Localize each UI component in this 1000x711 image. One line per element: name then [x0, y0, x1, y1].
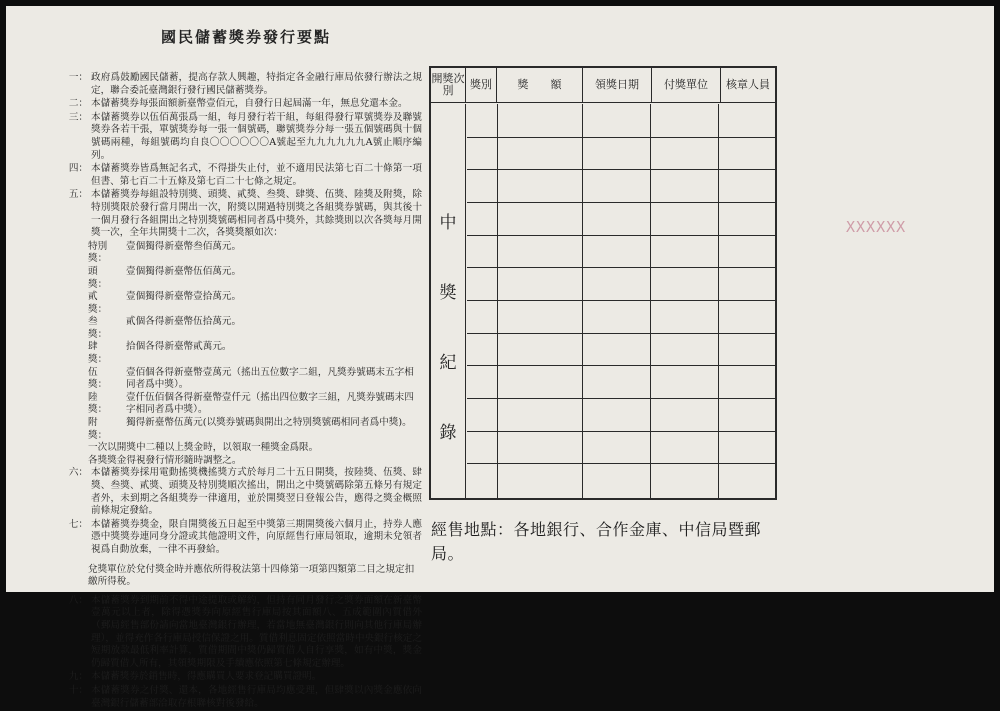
page-title: 國民儲蓄獎券發行要點 [161, 28, 332, 46]
record-grid [467, 104, 775, 498]
prize-label: 附 獎： [88, 417, 108, 441]
rule-item [64, 595, 422, 671]
prize-label: 貳 獎： [88, 291, 108, 315]
prize-text: 壹個獨得新臺幣叁佰萬元。 [126, 240, 242, 252]
rule-item [64, 519, 422, 557]
rule-number: 三： [68, 111, 88, 123]
prize-text: 壹佰個各得新臺幣壹萬元（搖出五位數字二組，凡獎券號碼末五字相同者爲中獎）。 [126, 366, 414, 391]
prize-label: 陸 獎： [88, 391, 108, 416]
prize-text: 貳個各得新臺幣伍拾萬元。 [126, 316, 242, 328]
prize-item [64, 417, 422, 442]
sales-label: 經售地點：各地銀行、合作金庫、中信局暨郵局。 [431, 520, 762, 563]
prize-label: 肆 獎： [88, 341, 108, 366]
rule-text: 本儲蓄獎券皆爲無記名式，不得掛失止付，並不適用民法第七百二十條第一項但書、第七百二十五條及第七百二十七條之規定。 [91, 163, 422, 187]
rule-text: 本儲蓄獎券到期前不得中途提取或解約，但持有同月發行之獎券面額在新臺幣壹萬元以上者，除得憑獎券向原經售行庫局按其面額八、五成範圍內質借外（郵局經售部份請向當地臺灣銀行辦理，若當地無臺灣銀行則向其他行庫局辦理），並得充作各行庫局授信保證之用。質借利息固定依照當時中央銀行核定之短期放款最低利率計算，質借期間中獎仍歸質借人自行享獎，如有中獎，獎金仍歸質借人所有，其領獎期限及手續應依照第七條規定辦理。 [91, 594, 422, 669]
sales-locations [431, 518, 771, 566]
grid-column-line [650, 104, 651, 498]
grid-row-line [467, 235, 775, 236]
rule-item [64, 112, 422, 162]
grid-column-line [497, 104, 498, 498]
prize-text: 壹仟伍佰個各得新臺幣壹仟元（搖出四位數字三組，凡獎券號碼末四字相同者爲中獎）。 [126, 391, 414, 416]
rule-number: 一： [68, 72, 88, 83]
rule-number: 九： [68, 671, 88, 683]
prize-item [64, 367, 422, 392]
prize-text: 壹個獨得新臺幣壹拾萬元。 [126, 291, 242, 303]
rule-number: 六： [68, 467, 88, 479]
header-paying-unit: 付獎單位 [652, 68, 721, 102]
prize-item [64, 341, 422, 366]
prize-item [64, 266, 422, 291]
header-claim-date: 領獎日期 [583, 68, 652, 102]
prize-note: 一次以開獎中二種以上獎金時，以領取一種獎金爲限。 [88, 442, 319, 454]
grid-row-line [467, 463, 775, 464]
watermark: XXXXXX [846, 218, 907, 236]
prize-item [64, 291, 422, 316]
prize-note: 各獎獎金得視發行情形隨時調整之。 [88, 454, 242, 466]
header-amount: 獎 額 [497, 68, 583, 102]
grid-row-line [467, 169, 775, 170]
prize-label: 伍 獎： [88, 366, 108, 391]
prize-label: 特別獎： [88, 240, 108, 265]
rule-text: 本儲蓄獎券獎金，限自開獎後五日起至中獎第三期開獎後六個月止，持券人應憑中獎獎券連同身分證或其他證明文件，向原經售行庫局領取，逾期未兌領者視爲自動放棄，一律不再發給。 [91, 518, 422, 555]
side-char: 獎 [439, 283, 457, 303]
rule-text: 本儲蓄獎券每組設特別獎、頭獎、貳獎、叁獎、肆獎、伍獎、陸獎及附獎，除特別獎限於發行當月開出一次，附獎以開過特別獎之各組獎券號碼，與其後十一個月發行各組開出之特別獎號碼相同者爲中獎外，其餘獎則以次各獎每月開獎一次，全年共開獎十二次，各獎獎額如次： [91, 189, 422, 239]
prize-label: 叁 獎： [88, 316, 108, 340]
rule-number: 十： [68, 684, 88, 696]
header-prize-type: 獎別 [466, 68, 497, 102]
grid-row-line [467, 398, 775, 399]
rule-item [64, 467, 422, 517]
prize-text: 壹個獨得新臺幣伍佰萬元。 [126, 265, 242, 277]
grid-row-line [467, 431, 775, 432]
rule-number: 七： [68, 518, 88, 530]
prize-item [64, 392, 422, 417]
rule-item [64, 189, 422, 239]
prize-item [64, 241, 422, 266]
header-draw-no: 開獎次別 [431, 68, 466, 102]
rule-item [64, 671, 422, 684]
prize-text: 獨得新臺幣伍萬元(以獎券號碼與開出之特別獎號碼相同者爲中獎)。 [126, 417, 412, 429]
rule-text: 本儲蓄獎券以伍佰萬張爲一組，每月發行若干組，每組得發行單號獎券及聯號獎券各若干張，單號獎券每一張一個號碼，聯號獎券分每一張五個號碼與十個號碼兩種，每組號碼均自良〇〇〇〇〇〇A號起至九九九九九九A號止順序編列。 [91, 111, 422, 161]
grid-row-line [467, 365, 775, 366]
rule-item [64, 163, 422, 188]
grid-column-line [582, 104, 583, 498]
prize-item [64, 316, 422, 341]
rule-number: 八： [68, 594, 88, 606]
rule-text: 政府爲鼓勵國民儲蓄，提高存款人興趣，特指定各金融行庫局依發行辦法之規定，聯合委託臺灣銀行發行國民儲蓄獎券。 [91, 72, 422, 96]
grid-row-line [467, 202, 775, 203]
side-char: 中 [439, 213, 457, 233]
table-header [431, 68, 775, 103]
rule-number: 四： [68, 163, 88, 175]
rule-text: 本儲蓄獎券每張面額新臺幣壹佰元，自發行日起屆滿一年，無息兌還本金。 [91, 98, 408, 110]
rules-section [64, 72, 422, 711]
rule-text: 本儲蓄獎券採用電動搖獎機搖獎方式於每月二十五日開獎，按陸獎、伍獎、肆獎、叁獎、貳獎、頭獎及特別獎順次搖出，開出之中獎號碼除第五條另有規定者外，未到期之各組獎券一律適用，並於開獎翌日登報公告，應得之獎金概照前條規定發給。 [91, 467, 422, 517]
voucher-back [6, 6, 994, 709]
prize-label: 頭 獎： [88, 265, 108, 290]
side-char: 錄 [439, 423, 457, 443]
header-approver: 核章人員 [726, 78, 770, 91]
rule-text: 本儲蓄獎券之付獎、還本，各地經售行庫局均應受理，但肆獎以內獎金應依向臺灣銀行儲蓄部洽取存根聯核對後發給。 [91, 684, 422, 709]
prize-record-table [429, 66, 777, 500]
grid-row-line [467, 333, 775, 334]
rule-item [64, 72, 422, 97]
tax-note: 兌獎單位於兌付獎金時并應依所得稅法第十四條第一項第四類第二目之規定扣繳所得稅。 [88, 563, 415, 588]
rule-item [64, 98, 422, 111]
grid-row-line [467, 300, 775, 301]
rule-item [64, 685, 422, 710]
grid-row-line [467, 137, 775, 138]
rule-number: 五： [68, 189, 88, 201]
prize-text: 拾個各得新臺幣貳萬元。 [126, 341, 232, 353]
side-label [431, 104, 466, 498]
grid-row-line [467, 267, 775, 268]
side-char: 紀 [439, 353, 457, 373]
rule-text: 本儲蓄獎券於銷售時，得應購買人要求登記購買證明。 [91, 671, 322, 683]
grid-column-line [718, 104, 719, 498]
rule-number: 二： [68, 98, 88, 110]
